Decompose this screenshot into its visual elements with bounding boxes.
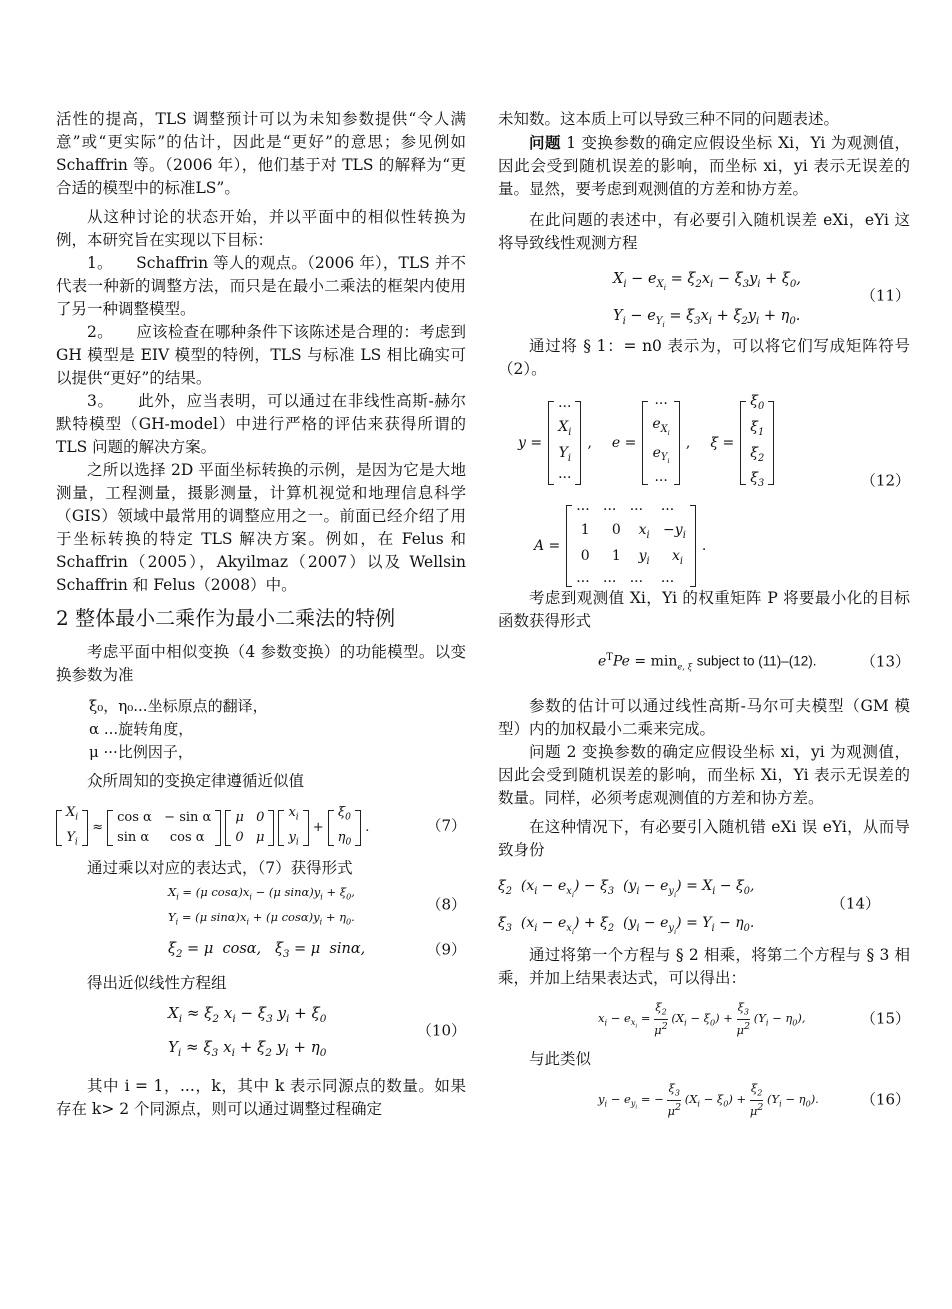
left-column: [56, 108, 498, 1121]
paragraph: 在此问题的表述中，有必要引入随机误差 eXi，eYi 这将导致线性观测方程: [498, 211, 910, 252]
equation-8: $X_i = (\mu$ $\cos\alpha)x_i - (\mu$ $\sin\alpha)y_i + \xi_0$, $Y_i = (\mu$ $\sin\alpha)x_i + (\mu$ $\cos\alpha)y_i + \eta_0$. （8）: [168, 885, 466, 927]
paragraph: 与此类似: [529, 1050, 592, 1068]
problem-label: 问题: [529, 133, 561, 152]
equation-16: $y_i - e_{y_i}$ = − $\xi_3$ $\mu^2$ $(X_i - \xi_0)$ + $\xi_2$ $\mu^2$ $(Y_i - \eta_0)$. （16）: [598, 1081, 910, 1118]
equation-14: $\xi_2$ $(x_i - e_{x_i}) - \xi_3$ $(y_i - e_{y_i}) = X_i - \xi_0$, $\xi_3$ $(x_i - e_{x_i}) + \xi_2$ $(y_i - e_{y_i}) = Y_i - \eta_0$. （14）: [498, 878, 880, 936]
paragraph: 问题 2 变换参数的确定应假设坐标 xi，yi 为观测值，因此会受到随机误差的影响，而坐标 Xi，Yi 表示无误差的数量。同样，必须考虑观测值的方差和协方差。: [498, 743, 910, 807]
paragraph: 通过将 § 1：= n0 表示为，可以将它们写成矩阵符号（2）。: [498, 337, 910, 378]
equation-12: y = ··· $X_i$ $Y_i$ ··· , e = ··· $e_{X_i}$ $e_{Y_i}$ ··· , ξ = $\xi_0$ $\xi_1$ $\xi_2$ $\xi_3$ A = ··· ··· ··· ··· 1 0 $x_i -y_i$ 0 1 $y_i$ $x_i$ ··· ··· ··· ··· . （12）: [518, 393, 910, 590]
equation-number: （14）: [830, 894, 880, 913]
paragraph: 之所以选择 2D 平面坐标转换的示例，是因为它是大地测量，工程测量，摄影测量，计算机视觉和地理信息科学（GIS）领域中最常用的调整应用之一。前面已经介绍了用于坐标转换的特定 TLS 解决方案。例如，在 Felus 和 Schaffrin（2005），Akyilmaz（2007）以及 Wellsin Schaffrin 和 Felus（2008）中。: [56, 461, 466, 594]
right-column: [498, 108, 910, 1121]
paragraph: [498, 131, 910, 201]
equation-number: （9）: [426, 940, 466, 959]
equation-number: （7）: [426, 816, 466, 835]
paragraph: 众所周知的变换定律遵循近似值: [87, 772, 305, 790]
equation-number: （11）: [860, 286, 910, 305]
equation-number: （13）: [860, 652, 910, 671]
equation-number: （10）: [416, 1021, 466, 1040]
paragraph: 其中 i = 1，...，k，其中 k 表示同源点的数量。如果存在 k> 2 个同源点，则可以通过调整过程确定: [56, 1077, 466, 1118]
equation-15: $x_i - e_{x_i}$ = $\xi_2$ $\mu^2$ $(X_i - \xi_0)$ + $\xi_3$ $\mu^2$ $(Y_i - \eta_0)$, （15）: [598, 1000, 910, 1037]
subject-to-text: subject to (11)–(12).: [696, 653, 817, 669]
list-item-3: 3。 此外，应当表明，可以通过在非线性高斯-赫尔默特模型（GH-model）中进行严格的评估来获得所谓的 TLS 问题的解决方案。: [56, 392, 466, 456]
equation-number: （15）: [860, 1009, 910, 1028]
paragraph: 考虑平面中相似变换（4 参数变换）的功能模型。以变 换参数为准: [56, 643, 498, 684]
paragraph: 通过乘以对应的表达式，（7）获得形式: [87, 859, 353, 877]
paragraph: 考虑到观测值 Xi，Yi 的权重矩阵 P 将要最小化的目标函数获得形式: [498, 589, 910, 630]
equation-number: （16）: [860, 1090, 910, 1109]
paragraph: 未知数。这本质上可以导致三种不同的问题表述。: [498, 110, 840, 128]
equation-11: $X_i - e_{X_i} = \xi_2x_i - \xi_3y_i + \xi_0$, $Y_i - e_{Y_i} = \xi_3x_i + \xi_2y_i + \eta_0$. （11）: [613, 271, 910, 329]
equation-10: $X_i \approx \xi_2$ $x_i - \xi_3$ $y_i + \xi_0$ $Y_i \approx \xi_3$ $x_i + \xi_2$ $y_i + \eta_0$ （10）: [168, 1004, 466, 1059]
paragraph: 得出近似线性方程组: [87, 974, 227, 992]
symbol-definition: α ...旋转角度，: [89, 720, 194, 738]
list-item-2: 2。 应该检查在哪种条件下该陈述是合理的：考虑到 GH 模型是 EIV 模型的特例，TLS 与标准 LS 相比确实可以提供“更好”的结果。: [56, 323, 466, 387]
paragraph: 通过将第一个方程与 § 2 相乘，将第二个方程与 § 3 相乘，并加上结果表达式，可以得出：: [498, 946, 910, 987]
equation-number: （8）: [426, 895, 466, 914]
paragraph: 在这种情况下，有必要引入随机错 eXi 误 eYi，从而导致身份: [498, 818, 910, 859]
paragraph: 活性的提高，TLS 调整预计可以为未知参数提供“令人满意”或“更实际”的估计，因此是“更好”的意思；参见例如 Schaffrin 等。（2006 年），他们基于对 TLS 的解释为“更合适的模型中的标准LS”。: [56, 110, 466, 197]
list-item-1: 1。 Schaffrin 等人的观点。（2006 年），TLS 并不代表一种新的调整方法，而只是在最小二乘法的框架内使用了另一种调整模型。: [56, 254, 466, 318]
symbol-definition: ξ₀，η₀...坐标原点的翻译，: [89, 697, 268, 715]
equation-7: $X_i$ $Y_i$ ≈ cos α − sin α sin α cos α μ 0 0 μ $x_i$ $y_i$ + $\xi_0$ $\eta_0$ . （7）: [56, 799, 466, 851]
paragraph: 从这种讨论的状态开始，并以平面中的相似性转换为例，本研究旨在实现以下目标：: [56, 208, 466, 249]
equation-13: $e^TPe = \min_{e, \xi}$ subject to (11)–(12). （13）: [598, 652, 910, 672]
equation-number: （12）: [860, 471, 910, 490]
equation-9: $\xi_2 = \mu$ cosα, $\xi_3 = \mu$ sinα, （9）: [168, 940, 466, 960]
problem-text: 1 变换参数的确定应假设坐标 Xi，Yi 为观测值，因此会受到随机误差的影响，而坐标 xi，yi 表示无误差的量。显然，要考虑到观测值的方差和协方差。: [498, 134, 910, 198]
section-heading: 2 整体最小二乘作为最小二乘法的特例: [56, 606, 396, 630]
symbol-definition: μ ···比例因子，: [89, 743, 193, 761]
paragraph: 参数的估计可以通过线性高斯-马尔可夫模型（GM 模型）内的加权最小二乘来完成。: [498, 697, 910, 738]
